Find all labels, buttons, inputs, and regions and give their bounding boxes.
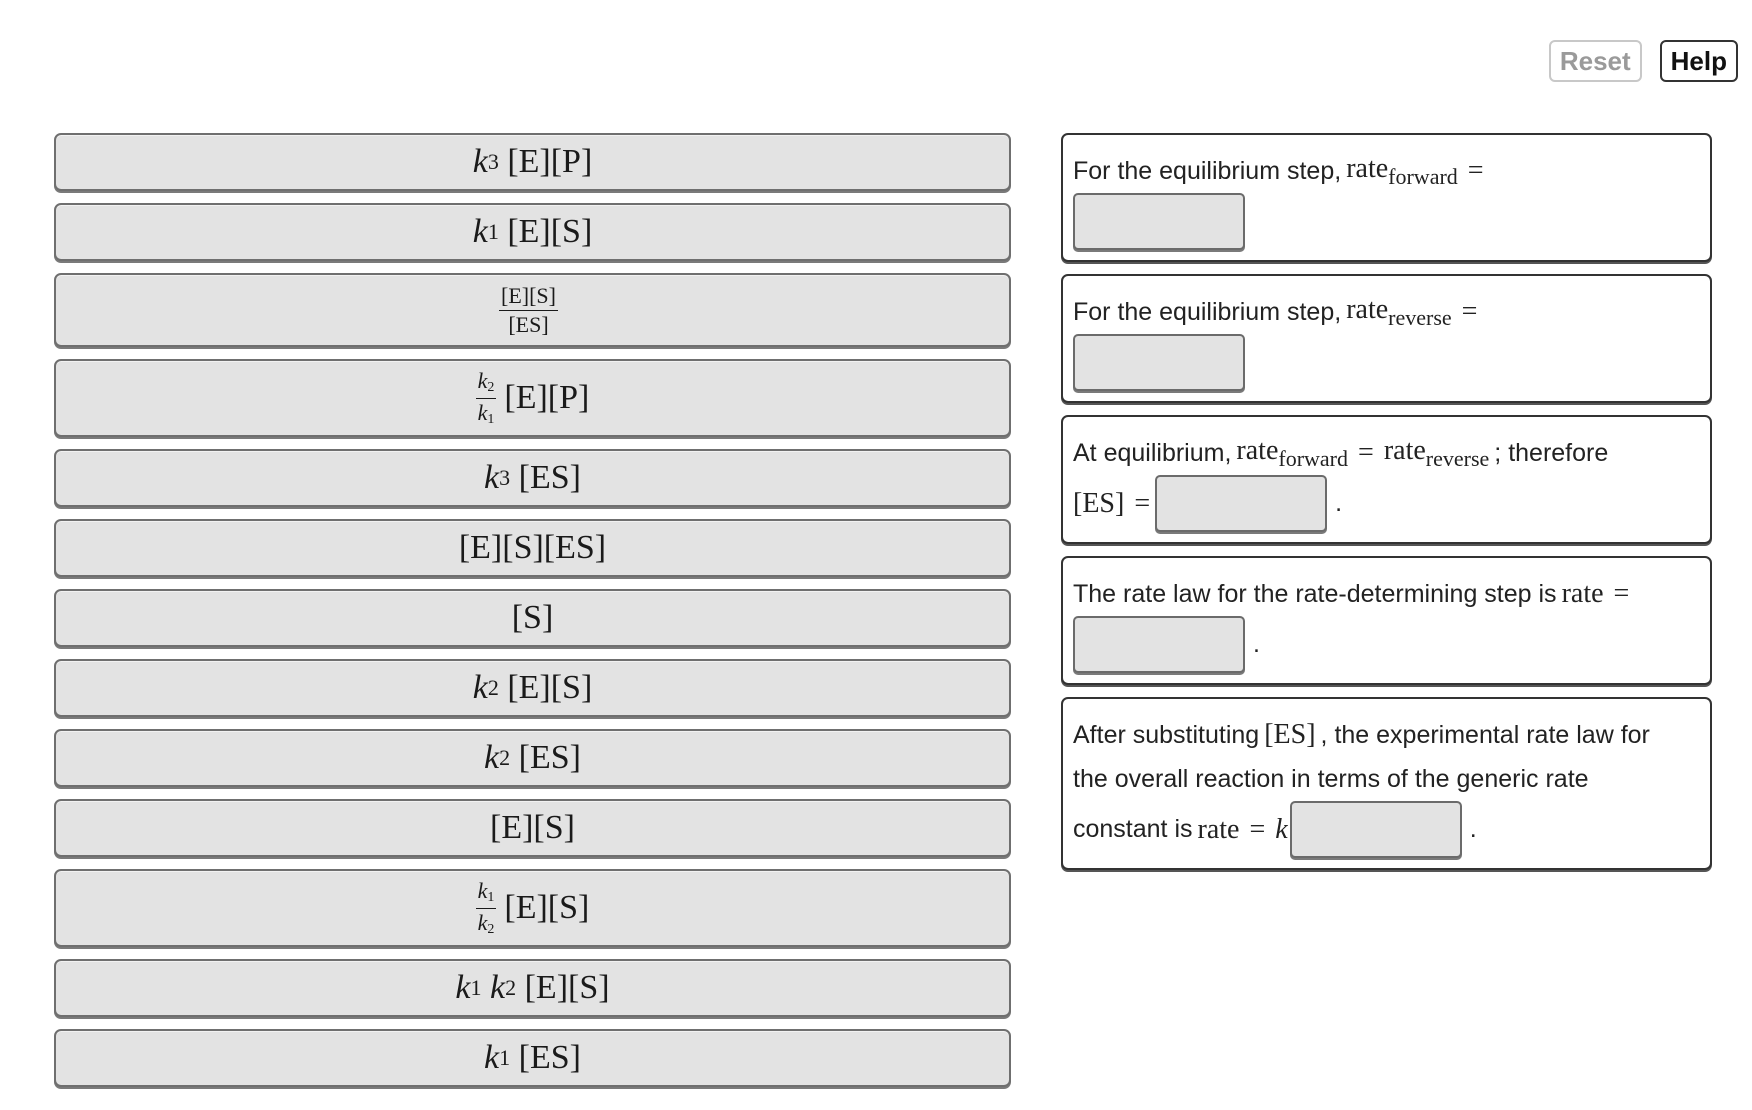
answer-tile[interactable]: k 3 [E][P]	[54, 133, 1011, 191]
question-reverse-rate: For the equilibrium step, rate$_{reverse}$ =	[1061, 274, 1712, 403]
answer-tile-bank	[54, 133, 1011, 1087]
question-equilibrium-es: At equilibrium, rate$_{forward}$ = rate$_{reverse}$ ; therefore [ES] = .	[1061, 415, 1712, 544]
answer-tile[interactable]: k 1 [E][S]	[54, 203, 1011, 261]
question-rate-determining-step: The rate law for the rate-determining step is rate = .	[1061, 556, 1712, 685]
answer-tile[interactable]: [S]	[54, 589, 1011, 647]
answer-tile[interactable]: [E][S]	[54, 799, 1011, 857]
question-panels	[1061, 133, 1712, 870]
fraction: $\frac{k_1}{k_2}$	[477, 877, 495, 937]
answer-tile[interactable]: [E][S][ES]	[54, 519, 1011, 577]
fraction: $\frac{k_2}{k_1}$	[477, 367, 495, 427]
answer-tile[interactable]: k 2 [E][S]	[54, 659, 1011, 717]
drop-target[interactable]	[1290, 801, 1462, 858]
answer-tile[interactable]: k 2 [ES]	[54, 729, 1011, 787]
help-button[interactable]: Help	[1660, 40, 1738, 82]
drop-target[interactable]	[1073, 193, 1245, 250]
question-forward-rate: For the equilibrium step, rate$_{forward}$ =	[1061, 133, 1712, 262]
drop-target[interactable]	[1155, 475, 1327, 532]
toolbar	[1549, 40, 1738, 82]
question-experimental-rate-law: After substituting [ES] , the experimental rate law for the overall reaction in terms of the generic rate constant is rate = k .	[1061, 697, 1712, 870]
answer-tile[interactable]: k 3 [ES]	[54, 449, 1011, 507]
answer-tile[interactable]: $\frac{k_1}{k_2}$ [E][S]	[54, 869, 1011, 947]
answer-tile[interactable]: $\frac{k_2}{k_1}$ [E][P]	[54, 359, 1011, 437]
fraction: $\frac{[E][S]}{[ES]}$	[501, 282, 556, 337]
answer-tile[interactable]: k 1 k 2 [E][S]	[54, 959, 1011, 1017]
drop-target[interactable]	[1073, 334, 1245, 391]
reset-button[interactable]: Reset	[1549, 40, 1642, 82]
drop-target[interactable]	[1073, 616, 1245, 673]
answer-tile[interactable]: k 1 [ES]	[54, 1029, 1011, 1087]
answer-tile[interactable]	[54, 273, 1011, 347]
